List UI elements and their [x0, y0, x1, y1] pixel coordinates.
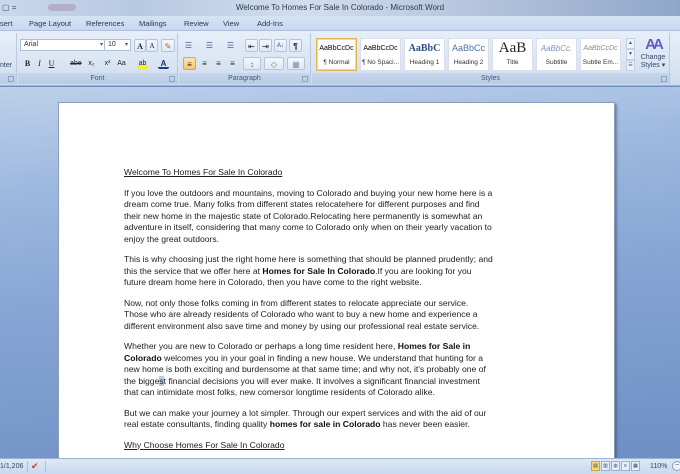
bold-text: Homes for Sale In Colorado	[262, 265, 376, 276]
borders-button[interactable]: ▦	[287, 57, 305, 70]
style-preview: AaB	[498, 40, 527, 56]
paragraph-5	[124, 408, 494, 431]
style-preview: AaBbCc	[451, 43, 486, 53]
text-run: This is why choosing just the right home here is something that should be planned prudently; and this the service that we offer here at	[124, 254, 493, 276]
styles-group-title: Styles	[480, 75, 501, 82]
style-preview: AaBbCcDc	[319, 45, 354, 52]
font-group	[18, 33, 178, 84]
window-title: Welcome To Homes For Sale In Colorado - Microsoft Word	[235, 3, 445, 12]
style-preview: AaBbCcDc	[583, 45, 618, 52]
highlight-button[interactable]: ab	[137, 57, 148, 70]
tab-mailings[interactable]: Mailings	[139, 19, 167, 28]
font-name-value: Arial	[24, 41, 39, 48]
styles-group-label	[312, 73, 669, 84]
font-group-title: Font	[90, 75, 105, 82]
change-styles-label: Change Styles ▾	[640, 54, 666, 69]
style-subtle-emphasis[interactable]	[580, 38, 621, 71]
underline-button[interactable]: U	[48, 59, 55, 68]
clipboard-group	[0, 33, 17, 84]
style-preview: AaBbCc.	[540, 44, 573, 53]
title-bar	[0, 0, 680, 16]
shrink-font-button[interactable]: A	[146, 39, 158, 52]
styles-group	[312, 33, 670, 84]
paragraph-group-title: Paragraph	[228, 75, 261, 82]
full-screen-reading-icon[interactable]: ▥	[601, 461, 610, 471]
chevron-down-icon: ▾	[124, 42, 128, 48]
change-case-button[interactable]: Aa	[117, 60, 126, 67]
subscript-button[interactable]: x₂	[88, 60, 95, 67]
bullets-button[interactable]: ☰	[184, 41, 193, 50]
style-name: Heading 2	[453, 59, 484, 66]
text-run: welcomes you in your goal in finding a new house. We understand that hunting for a new home is both exciting and burdensome at that same time; and why not, it's probably one of the bigge	[124, 352, 486, 386]
ribbon-tabs	[0, 16, 680, 31]
outline-icon[interactable]: ≡	[621, 461, 630, 471]
paragraph-group-label	[179, 73, 310, 84]
increase-indent-button[interactable]: ⇥	[259, 39, 272, 52]
ribbon	[0, 31, 680, 86]
zoom-level[interactable]: 110%	[650, 463, 668, 470]
heading-why-choose: Why Choose Homes For Sale In Colorado	[124, 439, 285, 450]
styles-gallery-scroll[interactable]	[626, 38, 635, 71]
text-run: has never been easier.	[380, 419, 470, 429]
text-run: But we can make your journey a lot simpler. Through our expert services and with the aid of our real estate consultants, finding quality	[124, 407, 487, 429]
status-bar	[0, 458, 680, 474]
paragraph-2	[124, 254, 494, 289]
tab-review[interactable]: Review	[184, 19, 209, 28]
tab-add-ins[interactable]: Add-Ins	[257, 19, 283, 28]
grow-font-button[interactable]: A	[134, 39, 146, 52]
format-painter-label[interactable]: nter	[0, 62, 13, 69]
quick-access-toolbar[interactable]: ▢ =	[2, 3, 17, 12]
tab-insert[interactable]: sert	[0, 19, 13, 28]
decrease-indent-button[interactable]: ⇤	[245, 39, 258, 52]
title-bar-decoration	[48, 4, 76, 11]
document-page[interactable]	[58, 102, 615, 458]
style-name: Heading 1	[409, 59, 440, 66]
numbering-button[interactable]: ☰	[205, 41, 214, 50]
status-divider	[45, 461, 46, 472]
font-group-label	[18, 73, 177, 84]
text-run: t financial decisions you will ever make. It involves a significant financial investment that can intimidate most folks, new comersor longtime residents of Colorado alike.	[124, 375, 480, 397]
view-buttons	[591, 461, 641, 472]
line-spacing-button[interactable]: ↕	[243, 57, 261, 70]
superscript-button[interactable]: x²	[104, 60, 111, 67]
document-content[interactable]	[124, 167, 494, 458]
clear-formatting-button[interactable]: ✎	[161, 39, 175, 52]
font-launcher-icon[interactable]	[169, 76, 175, 82]
font-color-button[interactable]: A	[158, 57, 169, 69]
styles-launcher-icon[interactable]	[661, 76, 667, 82]
text-cursor-selection: s	[159, 375, 164, 386]
gallery-more-icon[interactable]: ☰	[626, 60, 635, 71]
font-name-select[interactable]	[20, 39, 106, 51]
multilevel-list-button[interactable]: ☰	[226, 41, 235, 50]
web-layout-icon[interactable]: ◍	[611, 461, 620, 471]
clipboard-group-label	[0, 73, 16, 84]
style-preview: AaBbCcDc	[363, 45, 398, 52]
chevron-down-icon: ▾	[99, 42, 103, 48]
draft-icon[interactable]: ▦	[631, 461, 640, 471]
center-button[interactable]: ≡	[202, 59, 207, 68]
paragraph-group	[179, 33, 311, 84]
gallery-up-icon[interactable]: ▲	[626, 38, 635, 49]
heading-welcome: Welcome To Homes For Sale In Colorado	[124, 167, 283, 177]
zoom-out-icon[interactable]: −	[672, 461, 680, 471]
paragraph-3: Now, not only those folks coming in from different states to relocate appreciate our service. Those who are already residents of Colorado who want to buy a new home and experience a different environment also save time and money by using our professional real estate service.	[124, 297, 480, 331]
align-right-button[interactable]: ≡	[216, 59, 221, 68]
style-title[interactable]	[492, 38, 533, 71]
bold-text: homes for sale in Colorado	[269, 419, 381, 429]
style-name: Title	[506, 59, 519, 66]
font-size-select[interactable]	[104, 39, 131, 51]
sort-button[interactable]: A↓	[274, 39, 287, 52]
style-preview: AaBbC	[408, 43, 441, 54]
style-normal[interactable]	[316, 38, 357, 71]
print-layout-icon[interactable]: ▤	[591, 461, 600, 471]
style-name: ¶ No Spaci...	[361, 59, 400, 66]
strikethrough-button[interactable]: abe	[70, 60, 82, 67]
style-subtitle[interactable]	[536, 38, 577, 71]
shading-button[interactable]: ◇	[264, 57, 284, 70]
style-name: Subtle Em...	[582, 59, 619, 66]
proofing-icon[interactable]: ✔	[31, 461, 39, 471]
word-count[interactable]: 1/1,206	[0, 463, 24, 470]
tab-page-layout[interactable]: Page Layout	[29, 19, 72, 28]
document-area	[0, 87, 680, 458]
change-styles-button[interactable]	[637, 36, 669, 76]
style-name: ¶ Normal	[323, 59, 350, 66]
paragraph-4	[124, 341, 494, 399]
style-no-spacing[interactable]	[360, 38, 401, 71]
bold-text: Homes for Sale in Colorado	[124, 341, 471, 363]
italic-button[interactable]: I	[38, 59, 41, 68]
style-name: Subtitle	[545, 59, 568, 66]
show-formatting-marks-button[interactable]: ¶	[289, 39, 302, 52]
align-left-button[interactable]: ≡	[183, 57, 196, 70]
text-run: Whether you are new to Colorado or perhaps a long time resident here,	[124, 341, 398, 351]
font-size-value: 10	[108, 41, 116, 48]
style-heading-2[interactable]	[448, 38, 489, 71]
justify-button[interactable]: ≡	[230, 59, 235, 68]
tab-references[interactable]: References	[86, 19, 125, 28]
tab-view[interactable]: View	[223, 19, 240, 28]
paragraph-launcher-icon[interactable]	[302, 76, 308, 82]
gallery-down-icon[interactable]: ▼	[626, 49, 635, 60]
status-divider	[27, 461, 28, 472]
clipboard-launcher-icon[interactable]	[8, 76, 14, 82]
paragraph-1: If you love the outdoors and mountains, moving to Colorado and buying your new home here is a dream come true. Many folks from different states relocatehere for different purposes and find their new home in the majestic state of Colorado.Relocating here permanently is somewhat an adventure in itself, considering that many come to Colorado only when on their yearly vacation to enjoy the great outdoors.	[124, 187, 493, 244]
text-run: .If you are looking for you future dream home here in Colorado, then you have come to the right website.	[124, 265, 472, 287]
bold-button[interactable]: B	[24, 59, 31, 68]
style-heading-1[interactable]	[404, 38, 445, 71]
change-styles-icon: AA	[645, 36, 661, 53]
